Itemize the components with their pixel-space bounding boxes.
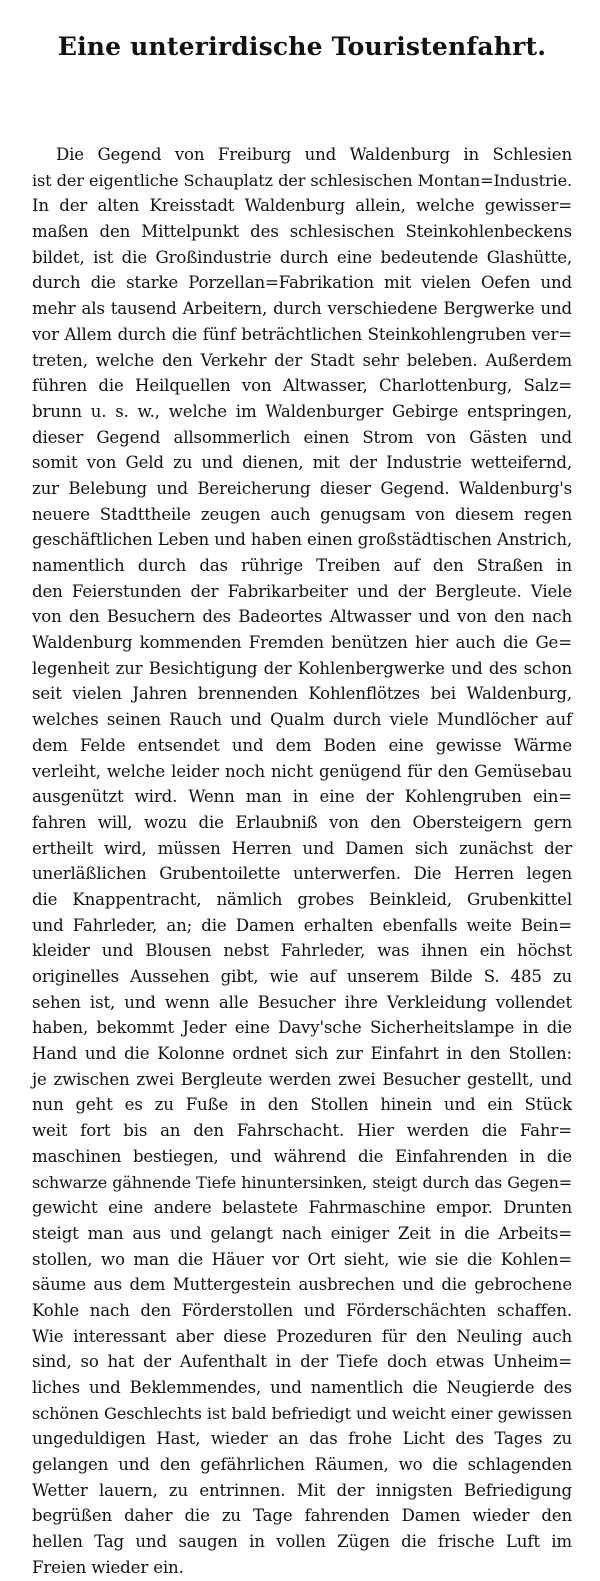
article-line: dem Felde entsendet und dem Boden eine gewisse Wärme: [32, 735, 572, 755]
article-line: gelangen und den gefährlichen Räumen, wo die schlagenden: [32, 1455, 572, 1475]
article-line: stollen, wo man die Häuer vor Ort sieht, wie sie die Kohlen=: [32, 1249, 572, 1269]
article-line: säume aus dem Muttergestein ausbrechen und die gebrochene: [32, 1275, 572, 1295]
article-line: ist der eigentliche Schauplatz der schlesischen Montan=Industrie.: [32, 170, 572, 190]
article-line: ausgenützt wird. Wenn man in eine der Kohlengruben ein=: [32, 787, 572, 807]
article-line: fahren will, wozu die Erlaubniß von den Obersteigern gern: [32, 812, 572, 832]
article-line: treten, welche den Verkehr der Stadt sehr beleben. Außerdem: [32, 350, 572, 370]
article-line: namentlich durch das rührige Treiben auf den Straßen in: [32, 556, 572, 575]
article-line: hellen Tag und saugen in vollen Zügen die frische Luft im: [32, 1532, 572, 1552]
article-line: von den Besuchern des Badeortes Altwasser und von den nach: [32, 607, 572, 627]
article-line: die Knappentracht, nämlich grobes Beinkleid, Grubenkittel: [32, 889, 572, 909]
article-line: Wetter lauern, zu entrinnen. Mit der innigsten Befriedigung: [32, 1480, 572, 1500]
article-line: bildet, ist die Großindustrie durch eine bedeutende Glashütte,: [32, 247, 572, 267]
article-title: Eine unterirdische Touristenfahrt.: [57, 32, 547, 61]
article-line: maschinen bestiegen, und während die Einfahrenden in die: [32, 1146, 572, 1166]
article-line: nun geht es zu Fuße in den Stollen hinein und ein Stück: [32, 1095, 572, 1115]
article-line: vor Allem durch die fünf beträchtlichen Steinkohlengruben ver=: [32, 324, 572, 344]
article-line: brunn u. s. w., welche im Waldenburger Gebirge entspringen,: [32, 401, 572, 421]
article-line: je zwischen zwei Bergleute werden zwei Besucher gestellt, und: [32, 1069, 572, 1089]
article-line: begrüßen daher die zu Tage fahrenden Damen wieder den: [32, 1506, 572, 1526]
article-line: ungeduldigen Hast, wieder an das frohe Licht des Tages zu: [32, 1429, 572, 1449]
article-line: legenheit zur Besichtigung der Kohlenbergwerke und des schon: [32, 658, 572, 678]
article-line: zur Belebung und Bereicherung dieser Gegend. Waldenburg's: [32, 478, 572, 498]
article-line: seit vielen Jahren brennenden Kohlenflötzes bei Waldenburg,: [32, 684, 572, 704]
article-line: steigt man aus und gelangt nach einiger Zeit in die Arbeits=: [32, 1223, 572, 1243]
article-line: somit von Geld zu und dienen, mit der Industrie wetteifernd,: [32, 453, 572, 473]
article-line: Freien wieder ein.: [32, 1557, 184, 1577]
article-line: schönen Geschlechts ist bald befriedigt und weicht einer gewissen: [32, 1403, 572, 1423]
article-line: kleider und Blousen nebst Fahrleder, was ihnen ein höchst: [32, 941, 572, 961]
article-line: geschäftlichen Leben und haben einen großstädtischen Anstrich,: [32, 530, 572, 550]
article-line: liches und Beklemmendes, und namentlich die Neugierde des: [32, 1378, 572, 1397]
article-line: mehr als tausend Arbeitern, durch verschiedene Bergwerke und: [32, 299, 572, 319]
article-line: Wie interessant aber diese Prozeduren für den Neuling auch: [32, 1326, 572, 1346]
article-line: gewicht eine andere belastete Fahrmaschine empor. Drunten: [32, 1198, 572, 1218]
article-line: durch die starke Porzellan=Fabrikation mit vielen Oefen und: [32, 273, 572, 293]
article-line: dieser Gegend allsommerlich einen Strom von Gästen und: [32, 427, 572, 447]
article-line: ertheilt wird, müssen Herren und Damen sich zunächst der: [32, 838, 572, 858]
article-line: neuere Stadttheile zeugen auch genugsam von diesem regen: [32, 504, 572, 524]
article-line: originelles Aussehen gibt, wie auf unserem Bilde S. 485 zu: [32, 967, 572, 986]
article-line: Kohle nach den Förderstollen und Förderschächten schaffen.: [32, 1300, 572, 1320]
article-line: welches seinen Rauch und Qualm durch viele Mundlöcher auf: [32, 710, 572, 730]
article-line: Die Gegend von Freiburg und Waldenburg in Schlesien: [56, 145, 572, 164]
article-line: sind, so hat der Aufenthalt in der Tiefe doch etwas Unheim=: [32, 1352, 572, 1372]
article-line: Waldenburg kommenden Fremden benützen hier auch die Ge=: [32, 633, 572, 653]
article-line: maßen den Mittelpunkt des schlesischen Steinkohlenbeckens: [32, 222, 572, 242]
article-line: weit fort bis an den Fahrschacht. Hier werden die Fahr=: [32, 1121, 572, 1141]
article-line: verleiht, welche leider noch nicht genügend für den Gemüsebau: [32, 761, 572, 781]
article-line: führen die Heilquellen von Altwasser, Charlottenburg, Salz=: [32, 376, 572, 396]
article-line: den Feierstunden der Fabrikarbeiter und der Bergleute. Viele: [32, 581, 572, 601]
article-line: unerläßlichen Grubentoilette unterwerfen. Die Herren legen: [32, 864, 572, 884]
article-line: und Fahrleder, an; die Damen erhalten ebenfalls weite Bein=: [32, 915, 572, 935]
article-line: haben, bekommt Jeder eine Davy'sche Sicherheitslampe in die: [32, 1018, 572, 1038]
article-line: Hand und die Kolonne ordnet sich zur Einfahrt in den Stollen:: [32, 1044, 572, 1064]
article-line: sehen ist, und wenn alle Besucher ihre Verkleidung vollendet: [32, 992, 572, 1012]
article-line: schwarze gähnende Tiefe hinuntersinken, steigt durch das Gegen=: [32, 1172, 572, 1192]
article-body: [32, 142, 572, 1581]
article-line: In der alten Kreisstadt Waldenburg allein, welche gewisser=: [32, 196, 572, 216]
